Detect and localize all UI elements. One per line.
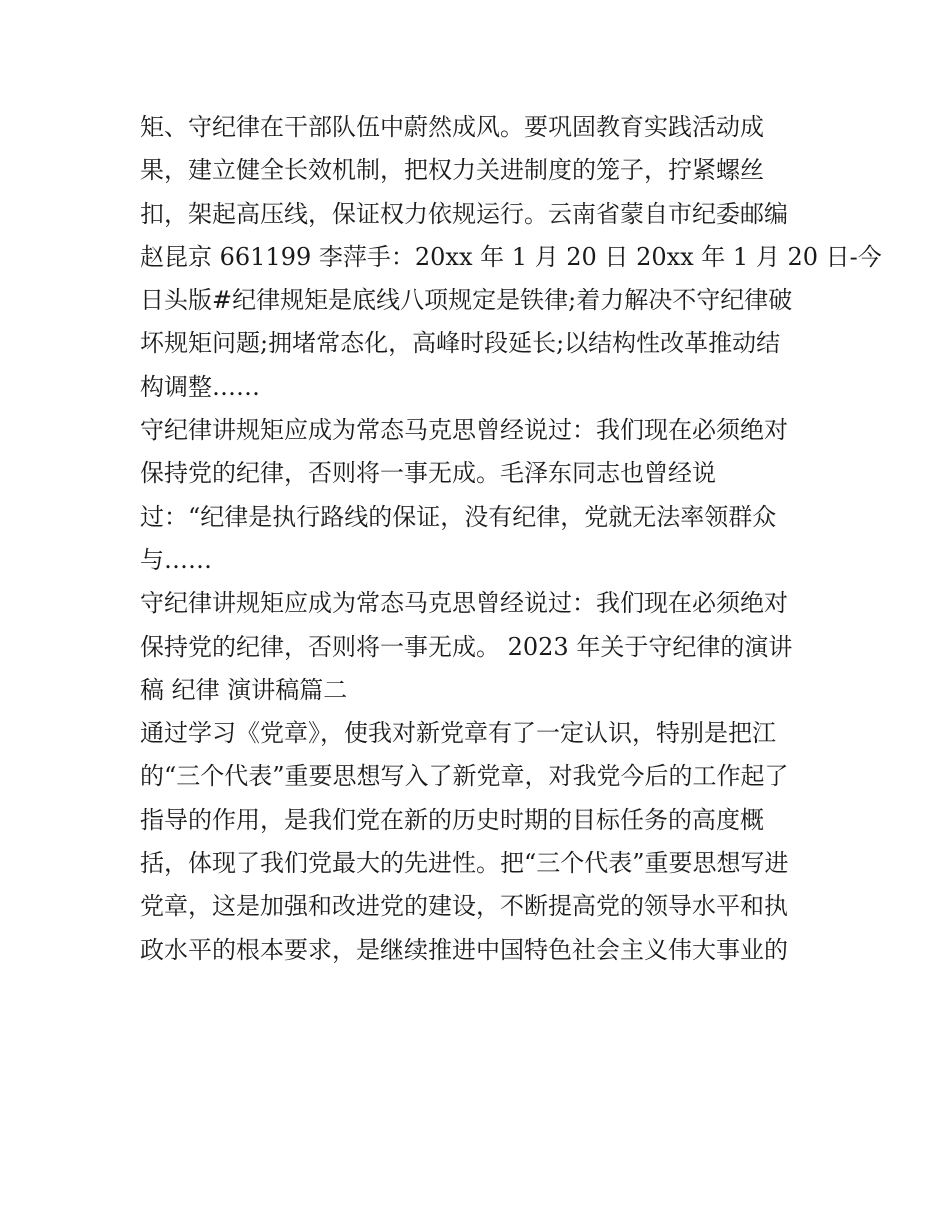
text-line: 赵昆京 661199 李萍手：20xx 年 1 月 20 日 20xx 年 1 月 20 日-今 [140, 242, 882, 271]
text-line: 过：“纪律是执行路线的保证，没有纪律，党就无法率领群众 [140, 502, 777, 531]
text-line: 守纪律讲规矩应成为常态马克思曾经说过：我们现在必须绝对 [140, 589, 788, 618]
text-line: 保持党的纪律，否则将一事无成。 2023 年关于守纪律的演讲 [140, 632, 793, 661]
text-line: 果，建立健全长效机制，把权力关进制度的笼子，拧紧螺丝 [140, 156, 764, 185]
text-line: 矩、守纪律在干部队伍中蔚然成风。要巩固教育实践活动成 [140, 113, 764, 141]
text-line: 保持党的纪律，否则将一事无成。毛泽东同志也曾经说 [140, 459, 716, 488]
text-line: 通过学习《党章》，使我对新党章有了一定认识，特别是把江 [140, 719, 776, 748]
text-line: 政水平的根本要求，是继续推进中国特色社会主义伟大事业的 [140, 935, 788, 964]
text-line: 构调整…… [140, 372, 260, 401]
text-line: 稿 纪律 演讲稿篇二 [140, 675, 348, 704]
text-line: 与…… [140, 545, 212, 574]
text-line: 的“三个代表”重要思想写入了新党章，对我党今后的工作起了 [140, 762, 789, 791]
text-line: 日头版#纪律规矩是底线八项规定是铁律;着力解决不守纪律破 [140, 286, 793, 315]
text-line: 指导的作用，是我们党在新的历史时期的目标任务的高度概 [140, 805, 764, 834]
text-line: 党章，这是加强和改进党的建设，不断提高党的领导水平和执 [140, 892, 788, 921]
document-body-text [140, 106, 882, 972]
text-line: 括，体现了我们党最大的先进性。把“三个代表”重要思想写进 [140, 849, 789, 878]
text-line: 守纪律讲规矩应成为常态马克思曾经说过：我们现在必须绝对 [140, 416, 788, 445]
text-line: 坏规矩问题;拥堵常态化，高峰时段延长;以结构性改革推动结 [140, 329, 781, 358]
text-line: 扣，架起高压线，保证权力依规运行。云南省蒙自市纪委邮编 [140, 199, 788, 228]
